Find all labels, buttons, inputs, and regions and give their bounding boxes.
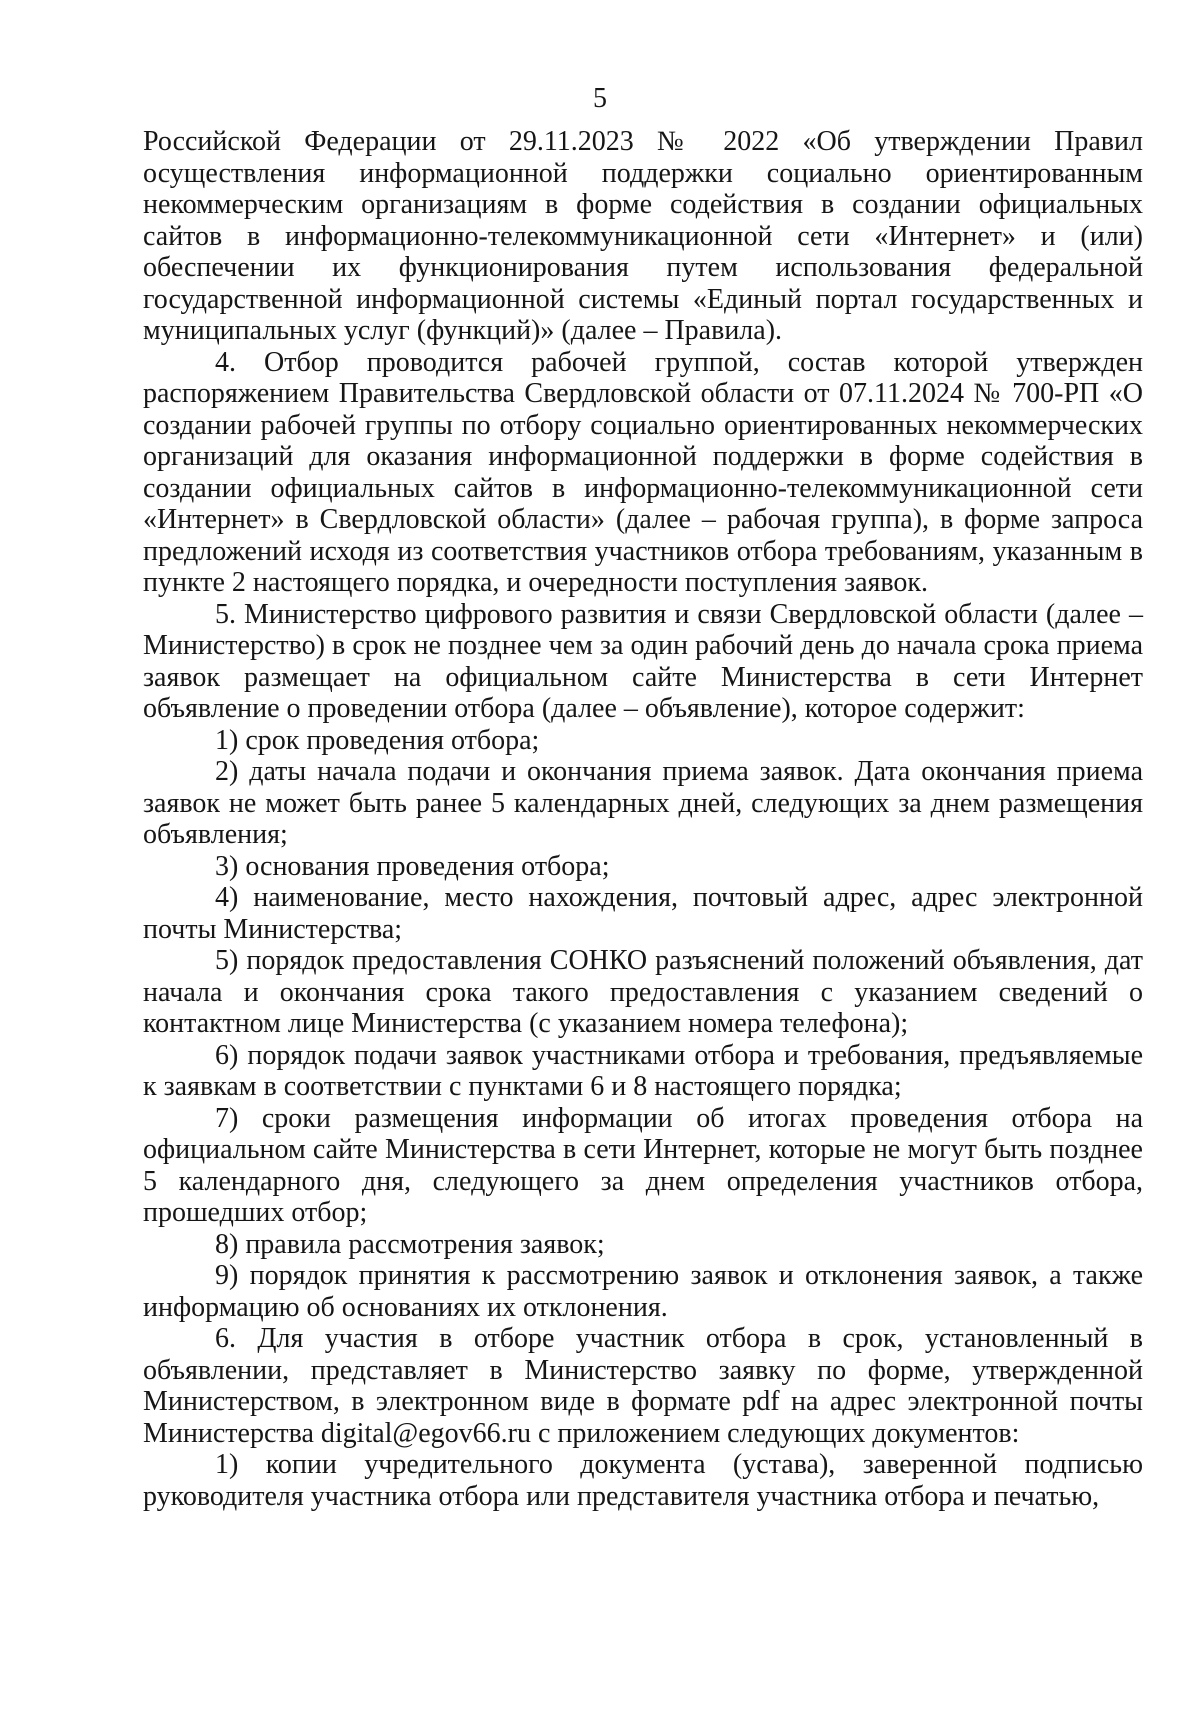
subitem-5-6: 6) порядок подачи заявок участниками отбора и требования, предъявляемые к заявкам в соответствии с пунктами 6 и 8 настоящего порядка; [143, 1039, 1143, 1102]
subitem-5-9: 9) порядок принятия к рассмотрению заявок и отклонения заявок, а также информацию об основаниях их отклонения. [143, 1260, 1143, 1323]
subitem-5-4: 4) наименование, место нахождения, почтовый адрес, адрес электронной почты Министерства; [143, 882, 1143, 945]
paragraph-item-4: 4. Отбор проводится рабочей группой, состав которой утвержден распоряжением Правительства Свердловской области от 07.11.2024 № 700-РП «О создании рабочей группы по отбору социально ориентированных некоммерческих организаций для оказания информационной поддержки в форме содействия в создании официальных сайтов в информационно-телекоммуникационной сети «Интернет» в Свердловской области» (далее – рабочая группа), в форме запроса предложений исходя из соответствия участников отбора требованиям, указанным в пункте 2 настоящего порядка, и очередности поступления заявок. [143, 346, 1143, 598]
subitem-5-2: 2) даты начала подачи и окончания приема заявок. Дата окончания приема заявок не может быть ранее 5 календарных дней, следующих за днем размещения объявления; [143, 756, 1143, 850]
paragraph-continuation-rules: Российской Федерации от 29.11.2023 № 2022 «Об утверждении Правил осуществления информационной поддержки социально ориентированным некоммерческим организациям в форме содействия в создании официальных сайтов в информационно-телекоммуникационной сети «Интернет» и (или) обеспечении их функционирования путем использования федеральной государственной информационной системы «Единый портал государственных и муниципальных услуг (функций)» (далее – Правила). [143, 126, 1143, 346]
page-number: 5 [593, 83, 607, 114]
subitem-5-3: 3) основания проведения отбора; [215, 850, 610, 882]
subitem-6-1: 1) копии учредительного документа (устава), заверенной подписью руководителя участника отбора или представителя участника отбора и печатью, [143, 1449, 1143, 1512]
paragraph-item-6: 6. Для участия в отборе участник отбора в срок, установленный в объявлении, представляет в Министерство заявку по форме, утвержденной Министерством, в электронном виде в формате pdf на адрес электронной почты Министерства digital@egov66.ru с приложением следующих документов: [143, 1323, 1143, 1449]
subitem-5-1: 1) срок проведения отбора; [215, 724, 540, 756]
paragraph-item-5: 5. Министерство цифрового развития и связи Свердловской области (далее – Министерство) в срок не позднее чем за один рабочий день до начала срока приема заявок размещает на официальном сайте Министерства в сети Интернет объявление о проведении отбора (далее – объявление), которое содержит: [143, 598, 1143, 724]
subitem-5-8: 8) правила рассмотрения заявок; [215, 1228, 605, 1260]
subitem-5-7: 7) сроки размещения информации об итогах проведения отбора на официальном сайте Министерства в сети Интернет, которые не могут быть позднее 5 календарного дня, следующего за днем определения участников отбора, прошедших отбор; [143, 1102, 1143, 1228]
subitem-5-5: 5) порядок предоставления СОНКО разъяснений положений объявления, дат начала и окончания срока такого предоставления с указанием сведений о контактном лице Министерства (с указанием номера телефона); [143, 945, 1143, 1039]
document-body [143, 126, 1143, 1512]
